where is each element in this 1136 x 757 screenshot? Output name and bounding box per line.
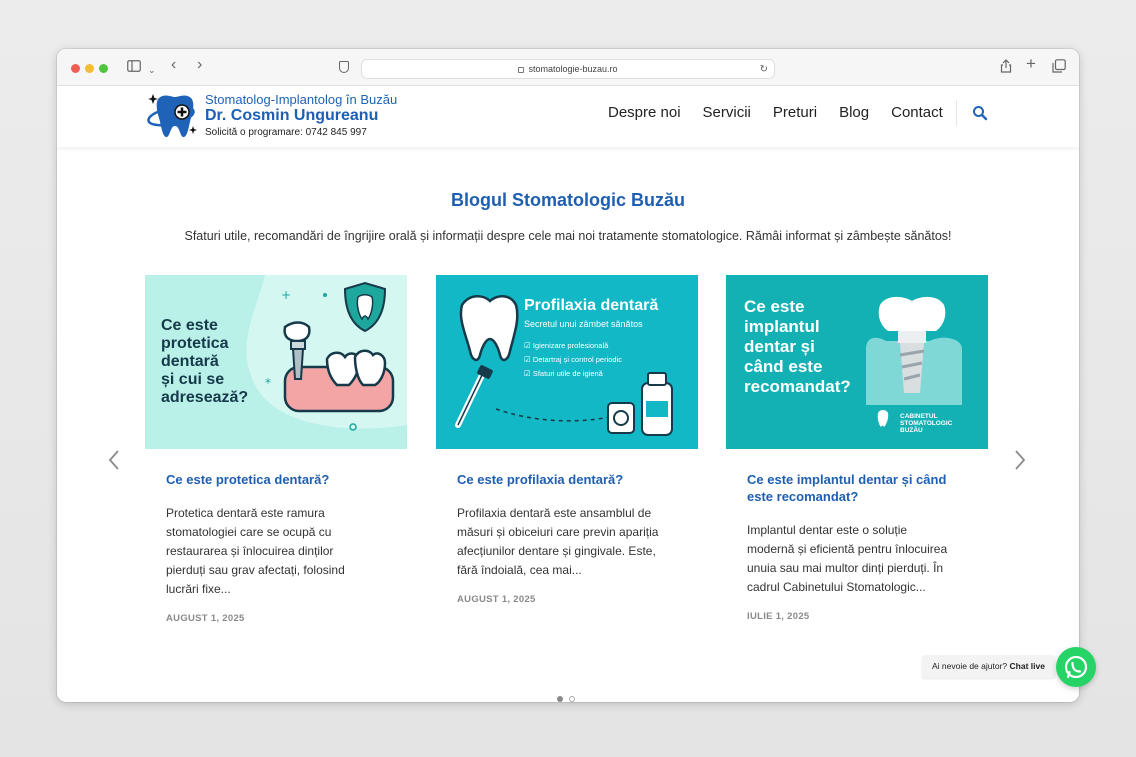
check-icon: ☑ — [524, 341, 533, 350]
post-excerpt: Implantul dentar este o soluție modernă și eficientă pentru înlocuirea unuia sau mai multor dinți pierduți. În cadrul Cabinetului Stomatologic... — [747, 523, 948, 594]
main-nav — [608, 104, 965, 121]
appointment-phone[interactable]: Solicită o programare: 0742 845 997 — [205, 127, 367, 138]
checklist-item: ☑ Sfaturi utile de igienă — [524, 369, 603, 378]
post-image-subheading: Secretul unui zâmbet sănătos — [524, 319, 643, 329]
tab-overview-icon[interactable] — [1052, 59, 1066, 76]
post-image-checklist — [524, 339, 622, 381]
search-icon[interactable] — [972, 105, 988, 121]
browser-toolbar — [57, 49, 1079, 86]
page-subtitle: Sfaturi utile, recomandări de îngrijire orală și informații despre cele mai noi tratamente stomatologice. Rămâi informat și zâmbește sănătos! — [184, 229, 952, 243]
nav-item-contact[interactable]: Contact — [891, 104, 943, 121]
svg-text:*: * — [265, 376, 271, 390]
post-title[interactable]: Ce este implantul dentar și când este recomandat? — [747, 472, 947, 504]
check-icon: ☑ — [524, 355, 533, 364]
post-image-implant[interactable] — [726, 275, 988, 449]
post-image-profilaxia[interactable] — [436, 275, 698, 449]
post-image-caption: Ce este protetica dentară și cui se adresează? — [161, 317, 249, 406]
post-excerpt: Protetica dentară este ramura stomatologiei care se ocupă cu restaurarea și înlocuirea dinților pierduți sau grav afectați, folosind lucrări fixe... — [166, 506, 345, 596]
forward-icon[interactable]: › — [197, 56, 203, 73]
brand-name[interactable]: Dr. Cosmin Ungureanu — [205, 107, 379, 124]
checklist-item: ☑ Igienizare profesională — [524, 341, 609, 350]
post-date: AUGUST 1, 2025 — [457, 594, 536, 605]
post-excerpt: Profilaxia dentară este ansamblul de măsuri și obiceiuri care previn apariția afecțiunilor dentare și gingivale. Este, fără îndoială, cea mai... — [457, 506, 659, 577]
back-icon[interactable]: ‹ — [171, 56, 177, 73]
privacy-shield-icon[interactable] — [339, 61, 349, 73]
new-tab-icon[interactable]: + — [1026, 54, 1036, 73]
brand-tagline[interactable]: Stomatolog-Implantolog în Buzău — [205, 92, 398, 107]
post-image-protetica[interactable] — [145, 275, 407, 449]
check-icon: ☑ — [524, 369, 533, 378]
clinic-brand-mark: CABINETUL STOMATOLOGIC BUZĂU — [900, 413, 953, 434]
chevron-down-icon[interactable]: ⌄ — [148, 65, 156, 75]
nav-item-preturi[interactable]: Preturi — [772, 104, 818, 121]
blog-card[interactable] — [726, 275, 988, 622]
post-date: IULIE 1, 2025 — [747, 611, 810, 622]
nav-item-despre-noi[interactable]: Despre noi — [608, 104, 681, 121]
chat-prompt-bubble[interactable]: Ai nevoie de ajutor? Chat live — [922, 655, 1055, 678]
nav-item-blog[interactable]: Blog — [839, 104, 870, 121]
whatsapp-icon — [1056, 647, 1096, 687]
maximize-window-button[interactable] — [99, 64, 108, 73]
whatsapp-chat-button[interactable] — [1056, 647, 1096, 687]
checklist-item: ☑ Detartraj și control periodic — [524, 355, 623, 364]
share-icon[interactable] — [1000, 59, 1012, 76]
post-date: AUGUST 1, 2025 — [166, 613, 245, 624]
post-title[interactable]: Ce este profilaxia dentară? — [457, 472, 624, 487]
browser-window — [57, 49, 1079, 702]
sidebar-toggle-icon[interactable] — [127, 59, 141, 75]
address-bar[interactable] — [361, 59, 775, 79]
pagination-dot-active[interactable] — [557, 696, 563, 702]
post-image-heading: Profilaxia dentară — [524, 297, 659, 314]
carousel-next-button[interactable] — [1013, 449, 1027, 477]
close-window-button[interactable] — [71, 64, 80, 73]
svg-text:+: + — [281, 288, 292, 302]
lock-icon — [518, 67, 524, 73]
carousel-pagination — [557, 689, 581, 702]
pagination-dot[interactable] — [569, 696, 575, 702]
carousel-prev-button[interactable] — [107, 449, 121, 477]
minimize-window-button[interactable] — [85, 64, 94, 73]
post-image-caption: Ce este implantul dentar și când este recomandat? — [744, 297, 851, 396]
nav-divider — [956, 100, 957, 126]
reload-icon[interactable]: ↻ — [759, 64, 768, 75]
nav-item-servicii[interactable]: Servicii — [702, 104, 751, 121]
tooth-logo-icon[interactable] — [145, 90, 199, 142]
page-title: Blogul Stomatologic Buzău — [451, 190, 685, 210]
site-header — [57, 86, 1079, 147]
post-title[interactable]: Ce este protetica dentară? — [166, 472, 330, 487]
blog-card[interactable] — [436, 275, 698, 605]
url-text: stomatologie-buzau.ro — [528, 64, 618, 74]
blog-card[interactable] — [145, 275, 407, 624]
